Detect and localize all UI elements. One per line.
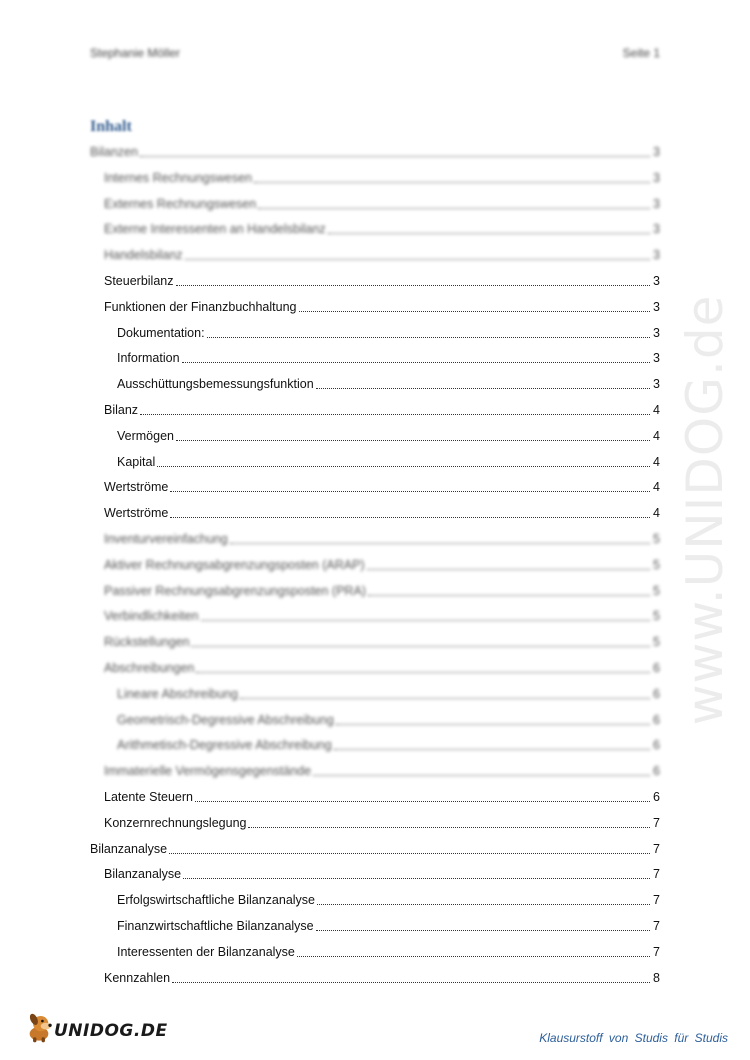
- toc-dot-leader: [183, 878, 650, 879]
- toc-dot-leader: [368, 595, 650, 596]
- toc-entry-label: Aktiver Rechnungsabgrenzungsposten (ARAP): [104, 557, 365, 572]
- toc-dot-leader: [170, 517, 650, 518]
- toc-entry-page: 4: [653, 480, 660, 495]
- toc-entry-label: Latente Steuern: [104, 790, 193, 804]
- toc-entry[interactable]: [90, 195, 660, 213]
- toc-entry-label: Lineare Abschreibung: [117, 686, 238, 701]
- toc-entry-page: 8: [653, 970, 660, 985]
- toc-entry[interactable]: [90, 891, 660, 909]
- toc-entry-label: Externes Rechnungswesen: [104, 196, 257, 211]
- toc-entry-page: 5: [653, 557, 660, 572]
- toc-entry[interactable]: [90, 530, 660, 548]
- header-page-label: Seite 1: [622, 46, 660, 60]
- toc-entry-page: 6: [653, 790, 660, 804]
- toc-entry-page: 3: [653, 377, 660, 392]
- toc-entry-page: 6: [653, 738, 660, 753]
- toc-entry-label: Steuerbilanz: [104, 274, 174, 288]
- toc-entry[interactable]: [90, 272, 660, 290]
- toc-dot-leader: [334, 749, 650, 750]
- toc-entry-label: Arithmetisch-Degressive Abschreibung: [117, 738, 332, 753]
- toc-entry-label: Verbindlichkeiten: [104, 609, 199, 624]
- toc-dot-leader: [157, 466, 650, 467]
- toc-entry-page: 6: [653, 712, 660, 727]
- toc-entry[interactable]: [90, 659, 660, 677]
- toc-dot-leader: [336, 724, 650, 725]
- toc-entry-page: 5: [653, 609, 660, 624]
- watermark-text: www.UNIDOG.de: [676, 294, 734, 726]
- toc-entry-page: 3: [653, 145, 660, 159]
- toc-entry-label: Dokumentation:: [117, 325, 205, 340]
- toc-entry-label: Inventurvereinfachung: [104, 532, 228, 546]
- toc-entry-label: Externe Interessenten an Handelsbilanz: [104, 222, 326, 237]
- toc-entry-page: 6: [653, 686, 660, 701]
- toc-entry[interactable]: [90, 169, 660, 187]
- toc-entry-page: 3: [653, 248, 660, 263]
- toc-entry-page: 7: [653, 841, 660, 856]
- toc-entry-label: Internes Rechnungswesen: [104, 170, 253, 185]
- toc-dot-leader: [207, 337, 650, 338]
- toc-entry[interactable]: [90, 324, 660, 342]
- toc-dot-leader: [248, 827, 650, 828]
- toc-dot-leader: [258, 208, 650, 209]
- toc-dot-leader: [140, 414, 650, 415]
- toc-entry-page: 7: [653, 944, 660, 959]
- toc-entry-label: Handelsbilanz: [104, 248, 183, 263]
- toc-entry[interactable]: [90, 582, 660, 600]
- toc-dot-leader: [254, 182, 650, 183]
- toc-entry[interactable]: [90, 427, 660, 445]
- toc-entry-page: 4: [653, 454, 660, 469]
- toc-entry-label: Wertströme: [104, 506, 169, 521]
- header-author: Stephanie Möller: [90, 46, 181, 60]
- toc-entry[interactable]: [90, 401, 660, 419]
- toc-entry-page: 5: [653, 583, 660, 598]
- toc-title: Inhalt: [90, 118, 132, 135]
- toc-dot-leader: [196, 672, 650, 673]
- toc-entry-page: 3: [653, 196, 660, 211]
- toc-dot-leader: [140, 156, 650, 157]
- toc-entry-page: 3: [653, 170, 660, 185]
- toc-entry-label: Geometrisch-Degressive Abschreibung: [117, 712, 334, 727]
- toc-entry-page: 4: [653, 428, 660, 443]
- toc-entry-label: Bilanzanalyse: [90, 841, 168, 856]
- toc-entry-page: 6: [653, 764, 660, 779]
- toc-entry-label: Vermögen: [117, 428, 174, 443]
- toc-entry-label: Immaterielle Vermögensgegenstände: [104, 764, 312, 779]
- toc-entry-label: Abschreibungen: [104, 661, 195, 675]
- logo-text: UNIDOG.DE: [54, 1021, 168, 1041]
- toc-entry[interactable]: [90, 220, 660, 238]
- toc-entry-label: Funktionen der Finanzbuchhaltung: [104, 299, 297, 314]
- toc-dot-leader: [185, 259, 650, 260]
- toc-entry-label: Bilanzen: [90, 145, 138, 159]
- toc-entry-page: 7: [653, 893, 660, 908]
- toc-entry-page: 3: [653, 325, 660, 340]
- toc-dot-leader: [176, 440, 650, 441]
- toc-entry[interactable]: [90, 453, 660, 471]
- toc-entry-label: Ausschüttungsbemessungsfunktion: [117, 377, 314, 392]
- toc-dot-leader: [169, 853, 650, 854]
- toc-entry-label: Passiver Rechnungsabgrenzungsposten (PRA): [104, 583, 366, 598]
- toc-dot-leader: [176, 285, 651, 286]
- toc-entry-label: Finanzwirtschaftliche Bilanzanalyse: [117, 919, 314, 933]
- toc-dot-leader: [313, 775, 650, 776]
- toc-entry[interactable]: [90, 736, 660, 754]
- footer-slogan: Klausurstoff von Studis für Studis: [539, 1031, 728, 1045]
- toc-dot-leader: [328, 233, 650, 234]
- toc-entry[interactable]: [90, 814, 660, 832]
- toc-entry[interactable]: [90, 762, 660, 780]
- toc-entry[interactable]: [90, 349, 660, 367]
- toc-dot-leader: [297, 956, 650, 957]
- toc-entry[interactable]: [90, 917, 660, 935]
- toc-dot-leader: [317, 904, 650, 905]
- unidog-logo[interactable]: [22, 1010, 168, 1044]
- toc-entry-page: 3: [653, 299, 660, 314]
- toc-dot-leader: [201, 620, 650, 621]
- toc-entry-page: 4: [653, 506, 660, 521]
- toc-entry[interactable]: [90, 685, 660, 703]
- toc-dot-leader: [182, 362, 650, 363]
- toc-entry-page: 4: [653, 403, 660, 417]
- toc-entry[interactable]: [90, 246, 660, 264]
- toc-entry-label: Rückstellungen: [104, 635, 190, 650]
- toc-entry-page: 7: [653, 867, 660, 882]
- toc-entry-page: 3: [653, 351, 660, 366]
- toc-entry-label: Interessenten der Bilanzanalyse: [117, 944, 295, 959]
- toc-entry-page: 6: [653, 661, 660, 675]
- toc-dot-leader: [299, 311, 651, 312]
- toc-entry[interactable]: [90, 633, 660, 651]
- toc-dot-leader: [316, 388, 650, 389]
- toc-entry[interactable]: [90, 969, 660, 987]
- toc-entry-page: 5: [653, 532, 660, 546]
- toc-dot-leader: [230, 543, 650, 544]
- toc-entry[interactable]: [90, 607, 660, 625]
- toc-dot-leader: [172, 982, 650, 983]
- toc-entry[interactable]: [90, 143, 660, 161]
- toc-entry-label: Wertströme: [104, 480, 169, 495]
- toc-dot-leader: [195, 801, 650, 802]
- toc-entry[interactable]: [90, 711, 660, 729]
- toc-dot-leader: [240, 698, 650, 699]
- dog-mascot-icon: [22, 1010, 56, 1044]
- toc-dot-leader: [316, 930, 650, 931]
- toc-entry-label: Konzernrechnungslegung: [104, 815, 247, 830]
- toc-entry[interactable]: [90, 556, 660, 574]
- toc-entry[interactable]: [90, 943, 660, 961]
- toc-dot-leader: [367, 569, 650, 570]
- toc-entry[interactable]: [90, 840, 660, 858]
- toc-entry-label: Information: [117, 351, 180, 366]
- toc-entry[interactable]: [90, 788, 660, 806]
- toc-entry-label: Kennzahlen: [104, 970, 171, 985]
- toc-entry-page: 5: [653, 635, 660, 650]
- toc-entry-label: Erfolgswirtschaftliche Bilanzanalyse: [117, 893, 316, 908]
- toc-entry-label: Bilanzanalyse: [104, 867, 182, 882]
- toc-dot-leader: [191, 646, 650, 647]
- toc-entry[interactable]: [90, 504, 660, 522]
- toc-entry[interactable]: [90, 478, 660, 496]
- watermark: [655, 250, 750, 770]
- toc-entry-page: 3: [653, 274, 660, 288]
- page-header: [90, 46, 660, 64]
- toc-entry[interactable]: [90, 298, 660, 316]
- toc-dot-leader: [170, 491, 650, 492]
- toc-entry-page: 7: [653, 815, 660, 830]
- toc-entry[interactable]: [90, 865, 660, 883]
- toc-entry-page: 3: [653, 222, 660, 237]
- toc-entry-label: Kapital: [117, 454, 156, 469]
- toc-entry-label: Bilanz: [104, 403, 139, 417]
- toc-entry-page: 7: [653, 919, 660, 933]
- toc-entry[interactable]: [90, 375, 660, 393]
